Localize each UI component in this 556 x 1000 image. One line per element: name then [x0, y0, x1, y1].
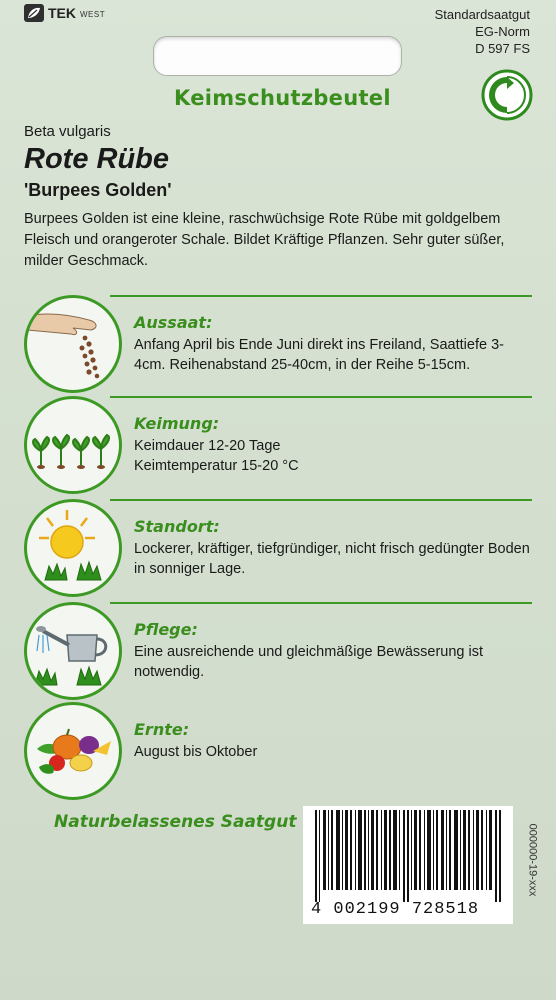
footer-slogan: Naturbelassenes Saatgut [54, 812, 297, 832]
brand-logo [24, 4, 105, 22]
leaf-logo-icon [24, 4, 44, 22]
section-standort [0, 497, 556, 599]
section-icon-frame [24, 396, 122, 494]
section-title: Keimung: [134, 414, 220, 433]
sowing-hand-icon [27, 298, 119, 390]
divider [110, 295, 532, 297]
cert-line: EG-Norm [475, 24, 530, 39]
cert-line: Standardsaatgut [434, 7, 530, 22]
divider [110, 396, 532, 398]
brand-subname: WEST [80, 10, 106, 19]
latin-name: Beta vulgaris [24, 123, 111, 140]
section-icon-frame [24, 602, 122, 700]
brand-name: TEK [48, 5, 76, 21]
section-text: Keimdauer 12-20 Tage Keimtemperatur 15-20 °C [134, 438, 299, 474]
barcode-number: 4 002199 728518 [311, 900, 480, 919]
section-title: Pflege: [134, 620, 198, 639]
hanging-hole [153, 36, 402, 76]
section-text: Anfang April bis Ende Juni direkt ins Freiland, Saattiefe 3-4cm. Reihenabstand 25-40cm, in der Reihe 5-15cm. [134, 337, 504, 373]
section-title: Aussaat: [134, 313, 213, 332]
barcode-bars [315, 810, 501, 902]
section-text: August bis Oktober [134, 744, 258, 760]
green-dot-recycle-icon [481, 69, 533, 121]
section-text: Lockerer, kräftiger, tiefgründiger, nicht frisch gedüngter Boden in sonniger Lage. [134, 541, 530, 577]
section-keimung [0, 394, 556, 496]
harvest-vegetables-icon [27, 705, 119, 797]
section-title: Ernte: [134, 720, 190, 739]
side-code [520, 812, 540, 917]
cert-line: D 597 FS [475, 41, 530, 56]
watering-can-icon [27, 605, 119, 697]
section-icon-frame [24, 295, 122, 393]
sun-icon [27, 502, 119, 594]
seedlings-icon [27, 399, 119, 491]
divider [110, 602, 532, 604]
side-code-text: 000000-19-xxx [526, 823, 539, 897]
product-title: Rote Rübe [24, 143, 169, 175]
section-icon-frame [24, 499, 122, 597]
section-aussaat [0, 293, 556, 395]
barcode [303, 806, 513, 924]
variety-name: 'Burpees Golden' [24, 180, 172, 200]
divider [110, 499, 532, 501]
product-description: Burpees Golden ist eine kleine, raschwüchsige Rote Rübe mit goldgelbem Fleisch und orangeroter Schale. Bildet Kräftige Pflanzen. Sehr guter süßer, milder Geschmack. [24, 211, 505, 269]
section-title: Standort: [134, 517, 220, 536]
section-icon-frame [24, 702, 122, 800]
section-pflege [0, 600, 556, 702]
banner-title: Keimschutzbeutel [174, 86, 391, 110]
certification-block [435, 6, 530, 57]
section-ernte [0, 700, 556, 802]
section-text: Eine ausreichende und gleichmäßige Bewässerung ist notwendig. [134, 644, 484, 680]
